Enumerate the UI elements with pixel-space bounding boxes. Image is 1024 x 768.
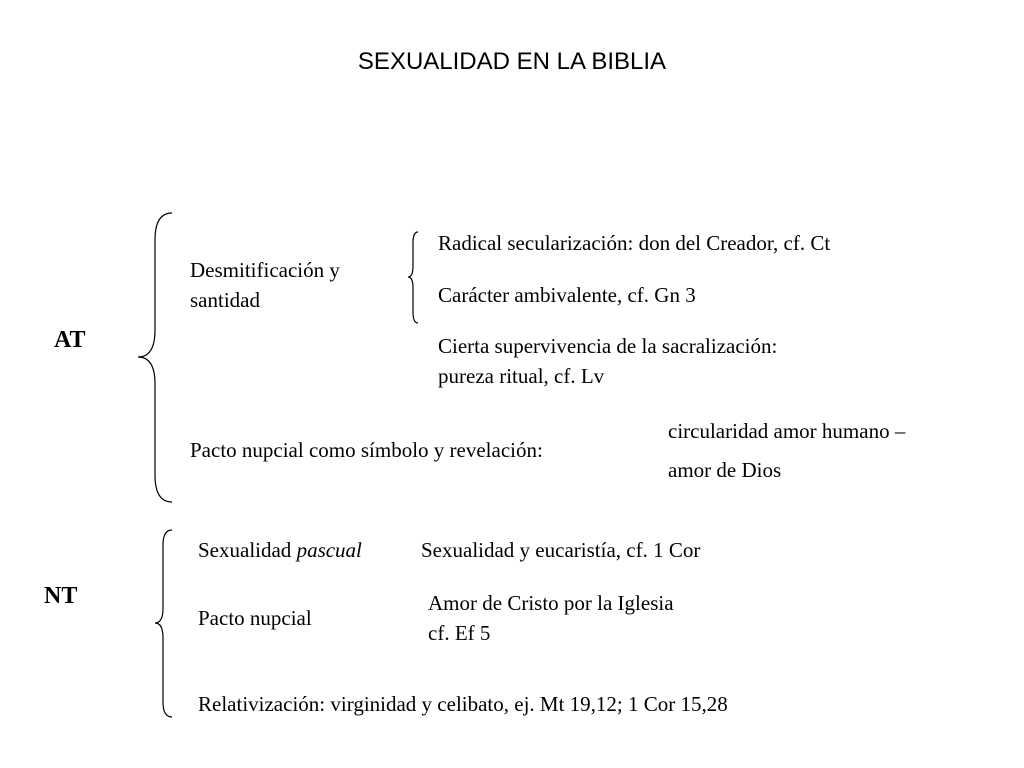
cierta-supervivencia-line2: pureza ritual, cf. Lv (438, 364, 605, 388)
desmitificacion-line1: Desmitificación y (190, 258, 340, 282)
at-main-brace (138, 213, 172, 502)
cierta-supervivencia-line1: Cierta supervivencia de la sacralización: (438, 334, 778, 358)
at-sub-brace (408, 232, 418, 323)
sexualidad-pascual (198, 536, 362, 565)
circularidad-line2: amor de Dios (668, 458, 782, 482)
relativizacion: Relativización: virginidad y celibato, ej. Mt 19,12; 1 Cor 15,28 (198, 692, 728, 716)
circularidad-line1: circularidad amor humano – (668, 419, 906, 443)
nt-label: NT (44, 583, 78, 609)
at-label: AT (54, 327, 86, 353)
amor-cristo-line1: Amor de Cristo por la Iglesia (428, 591, 674, 615)
pacto-nupcial-at: Pacto nupcial como símbolo y revelación: (190, 438, 543, 462)
pacto-nupcial-nt: Pacto nupcial (198, 606, 312, 630)
pascual-italic: pascual (296, 538, 362, 562)
nt-brace (155, 530, 172, 717)
sexualidad-eucaristia: Sexualidad y eucaristía, cf. 1 Cor (421, 538, 701, 562)
amor-cristo-line2: cf. Ef 5 (428, 621, 491, 645)
caracter-ambivalente: Carácter ambivalente, cf. Gn 3 (438, 283, 696, 307)
radical-secularizacion: Radical secularización: don del Creador, cf. Ct (438, 231, 831, 255)
sexualidad-prefix: Sexualidad (198, 538, 297, 562)
desmitificacion-line2: santidad (190, 288, 260, 312)
slide-title: SEXUALIDAD EN LA BIBLIA (357, 48, 667, 75)
